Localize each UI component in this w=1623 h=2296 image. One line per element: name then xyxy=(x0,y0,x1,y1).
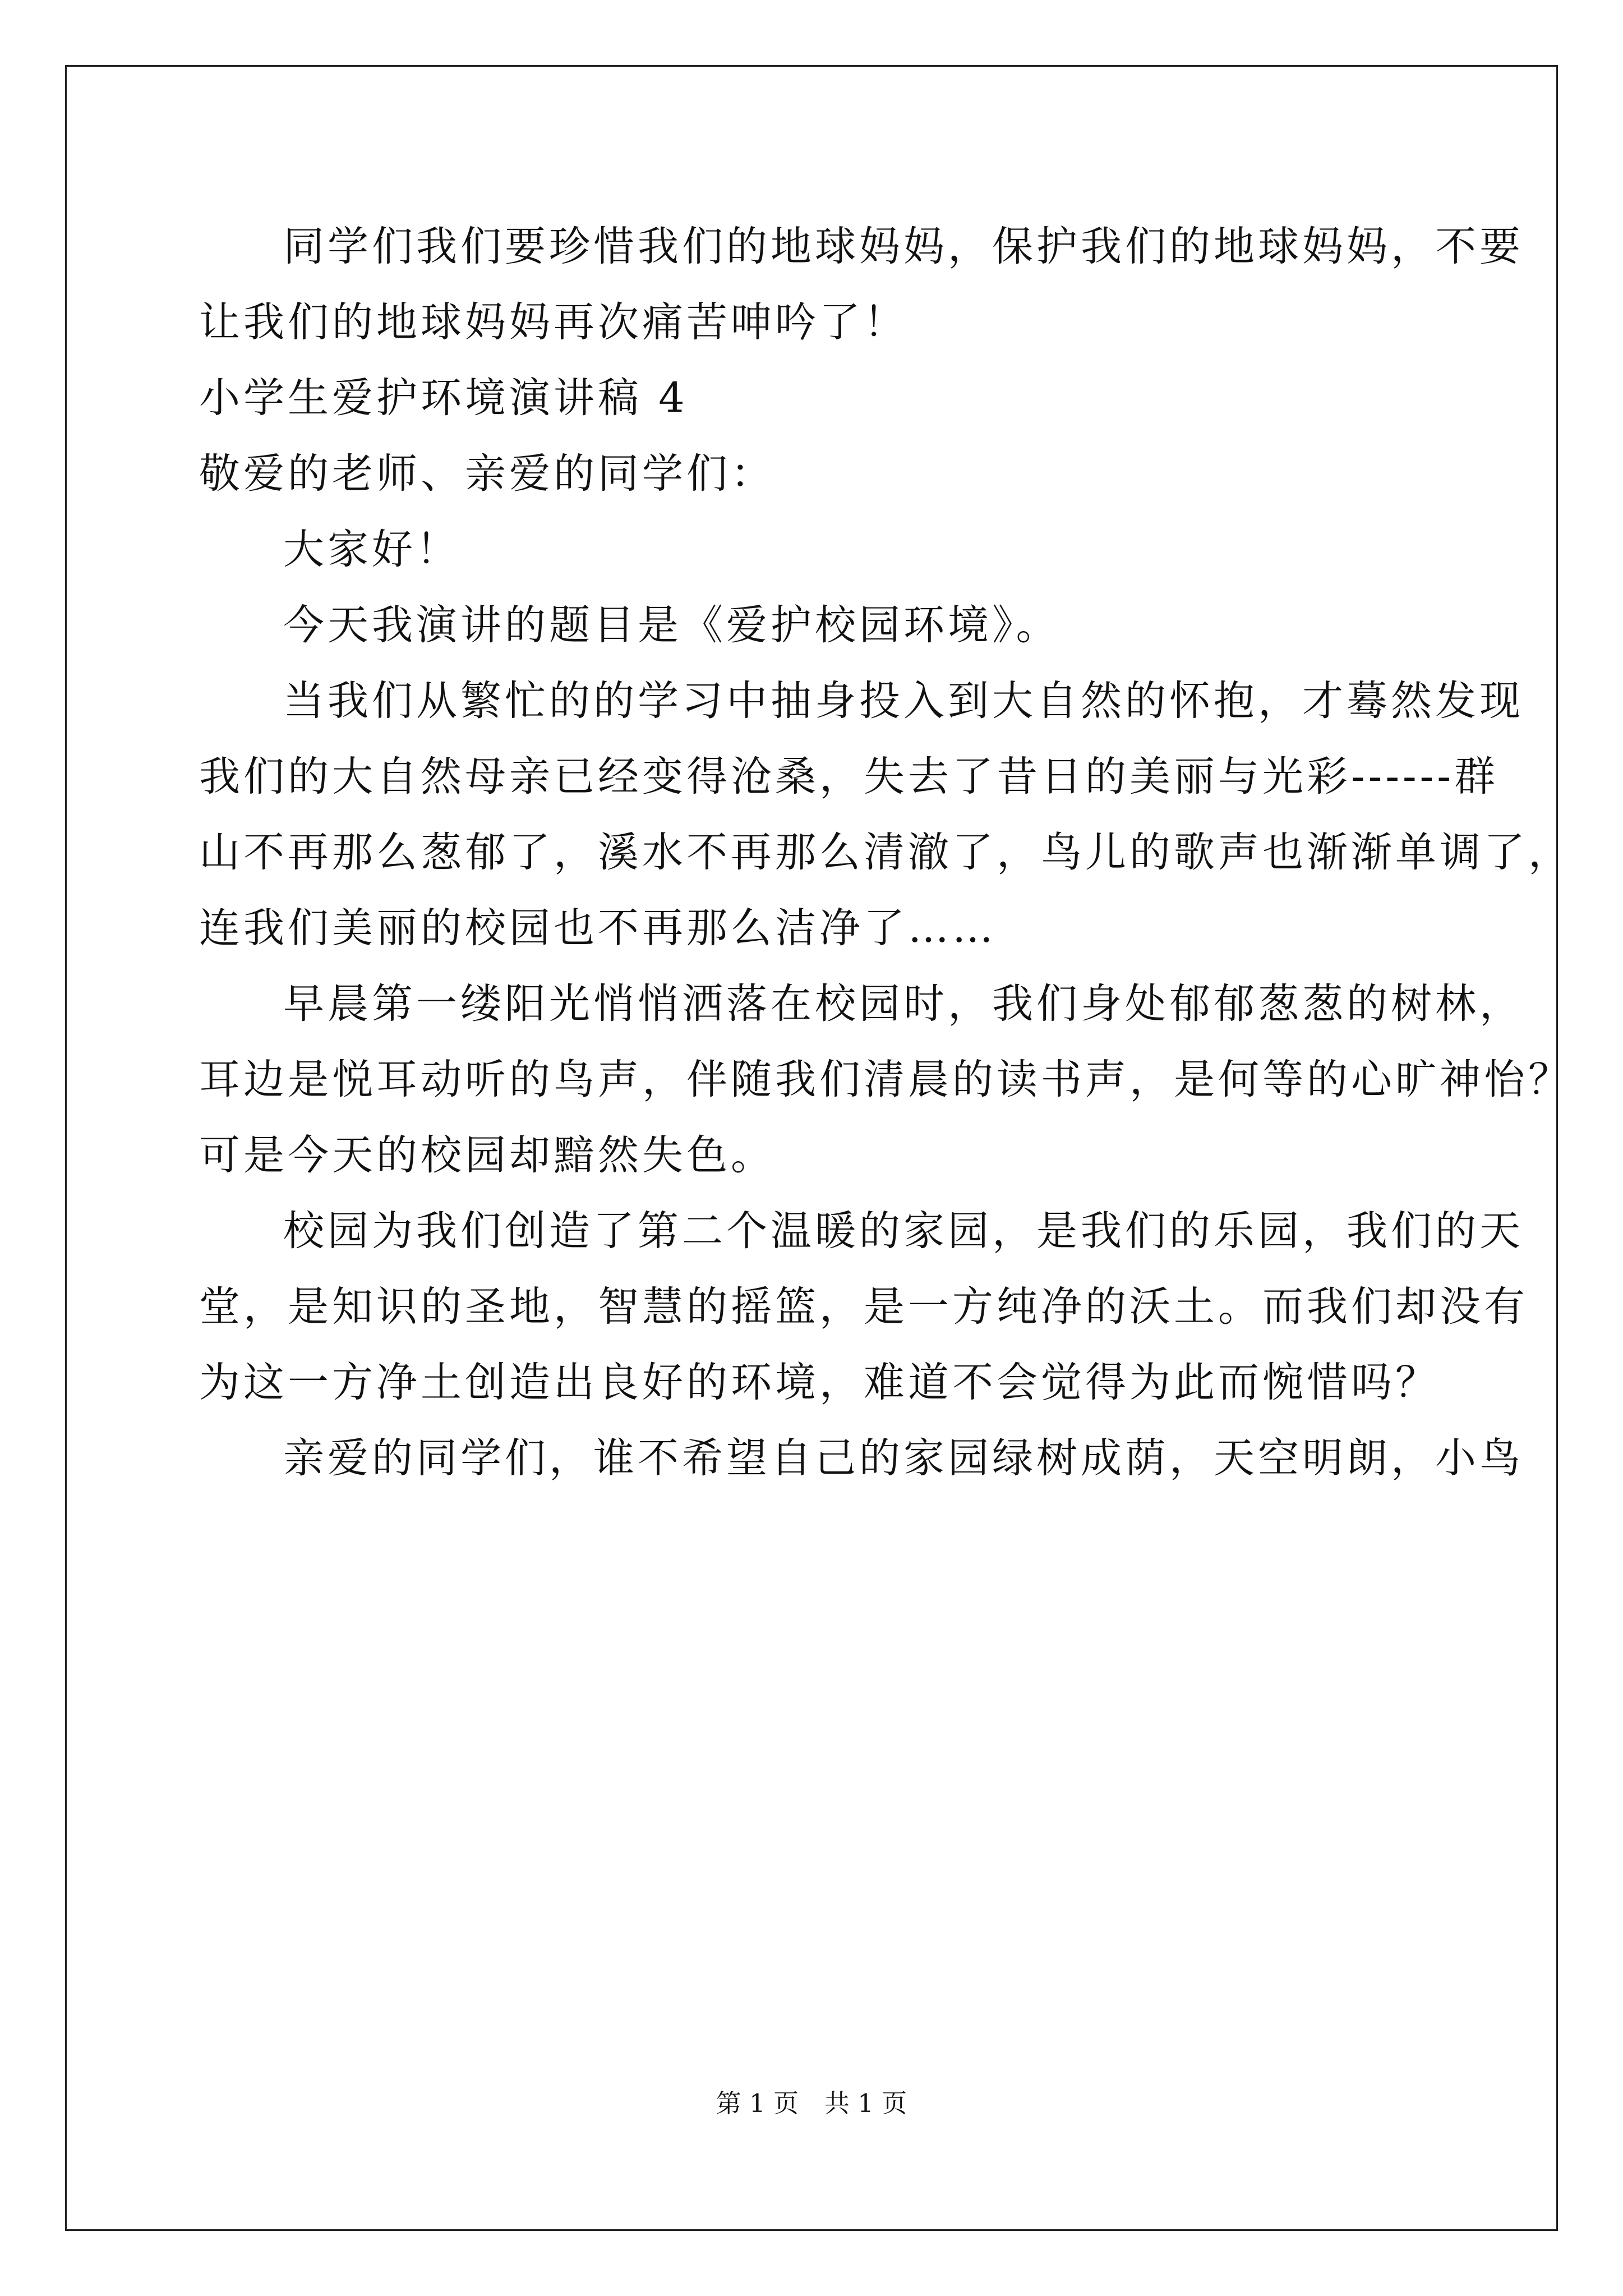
paragraph-line: 早晨第一缕阳光悄悄洒落在校园时，我们身处郁郁葱葱的树林， xyxy=(283,980,1524,1028)
paragraph-line: 山不再那么葱郁了，溪水不再那么清澈了，鸟儿的歌声也渐渐单调了， xyxy=(199,829,1573,876)
paragraph-line: 连我们美丽的校园也不再那么洁净了…… xyxy=(199,904,997,952)
paragraph-line: 为这一方净土创造出良好的环境，难道不会觉得为此而惋惜吗？ xyxy=(199,1359,1440,1406)
paragraph-line: 可是今天的校园却黯然失色。 xyxy=(199,1131,775,1179)
paragraph-line: 校园为我们创造了第二个温暖的家园，是我们的乐园，我们的天 xyxy=(283,1207,1524,1255)
page-total: 共 1 页 xyxy=(824,2088,907,2118)
paragraph-line: 亲爱的同学们，谁不希望自己的家园绿树成荫，天空明朗，小鸟 xyxy=(283,1434,1524,1482)
paragraph-line: 堂，是知识的圣地，智慧的摇篮，是一方纯净的沃土。而我们却没有 xyxy=(199,1283,1528,1331)
page-footer xyxy=(0,2087,1623,2120)
salutation: 敬爱的老师、亲爱的同学们： xyxy=(199,450,775,498)
paragraph-line: 让我们的地球妈妈再次痛苦呻吟了！ xyxy=(199,298,908,346)
paragraph-line: 今天我演讲的题目是《爱护校园环境》。 xyxy=(283,601,1061,649)
paragraph-line: 同学们我们要珍惜我们的地球妈妈，保护我们的地球妈妈，不要 xyxy=(283,223,1524,270)
paragraph-line: 我们的大自然母亲已经变得沧桑，失去了昔日的美丽与光彩------群 xyxy=(199,753,1498,800)
paragraph-line: 耳边是悦耳动听的鸟声，伴随我们清晨的读书声，是何等的心旷神怡？ xyxy=(199,1056,1573,1103)
page-number: 第 1 页 xyxy=(716,2088,799,2118)
paragraph-line: 当我们从繁忙的的学习中抽身投入到大自然的怀抱，才蓦然发现 xyxy=(283,677,1524,725)
greeting: 大家好！ xyxy=(283,526,460,573)
section-heading: 小学生爱护环境演讲稿 4 xyxy=(199,374,688,422)
